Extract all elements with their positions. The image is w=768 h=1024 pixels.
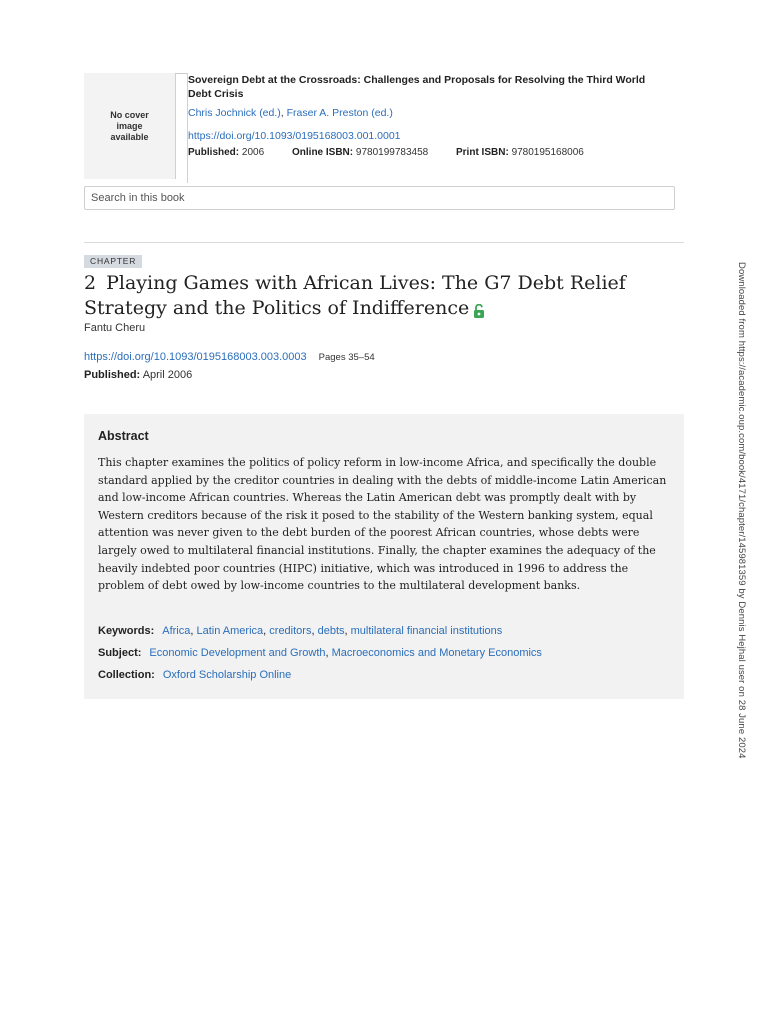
subject-link[interactable]: Economic Development and Growth [149, 647, 326, 659]
book-header [84, 73, 684, 183]
chapter-badge: CHAPTER [84, 255, 142, 268]
keyword-link[interactable]: creditors [269, 625, 312, 637]
chapter-doi-row [84, 351, 375, 363]
chapter-published-value: April 2006 [142, 369, 193, 381]
abstract-text: This chapter examines the politics of policy reform in low-income Africa, and specifically the double standard applied by the creditor countries in dealing with the debts of middle-income Latin American and low-income African countries. Whereas the Latin American debt was promptly dealt with by Western creditors because of the risk it posed to the stability of the Western banking system, equal attention was never given to the debt burden of the poorest African countries, whose debts were largely owed to multilateral financial institutions. Finally, the chapter examines the adequacy of the heavily indebted poor countries (HIPC) initiative, which was introduced in 1996 to address the problem of debt owed by low-income countries to the multilateral development banks. [98, 456, 667, 593]
collection-row [98, 669, 291, 681]
book-authors [188, 107, 393, 119]
abstract-panel [84, 414, 684, 699]
download-watermark: Downloaded from https://academic.oup.com/book/4171/chapter/145981359 by Dennis Hejhal user on 28 June 2024 [736, 262, 747, 759]
chapter-number: 2 [84, 272, 97, 294]
published-label: Published: [188, 147, 240, 158]
book-author-link[interactable]: Chris Jochnick (ed.) [188, 107, 281, 119]
online-isbn-value: 9780199783458 [355, 147, 429, 158]
keyword-link[interactable]: Africa [162, 625, 191, 637]
published-value: 2006 [241, 147, 265, 158]
open-access-lock-icon [473, 300, 485, 314]
keywords-row: Keywords: Africa, Latin America, creditors, debts, multilateral financial institutions [98, 625, 503, 637]
book-doi-link[interactable]: https://doi.org/10.1093/0195168003.001.0001 [188, 130, 401, 142]
subject-row: Subject: Economic Development and Growth, Macroeconomics and Monetary Economics [98, 647, 542, 659]
keyword-link[interactable]: debts [317, 625, 345, 637]
chapter-pages: Pages 35–54 [318, 352, 375, 363]
chapter-author: Fantu Cheru [84, 322, 146, 334]
chapter-published-label: Published: [84, 369, 141, 381]
print-isbn-value: 9780195168006 [511, 147, 584, 158]
abstract-heading: Abstract [98, 429, 149, 443]
cover-divider [175, 73, 187, 74]
keywords-label: Keywords: [98, 625, 155, 637]
keyword-link[interactable]: Latin America [196, 625, 264, 637]
chapter-published [84, 369, 192, 381]
subject-link[interactable]: Macroeconomics and Monetary Economics [331, 647, 542, 659]
book-meta [188, 147, 584, 158]
section-divider [84, 242, 684, 243]
book-print-isbn [456, 147, 584, 158]
subject-label: Subject: [98, 647, 142, 659]
keyword-link[interactable]: multilateral financial institutions [350, 625, 503, 637]
chapter-title-text: Playing Games with African Lives: The G7 Debt Relief Strategy and the Politics of Indifference [84, 272, 626, 319]
print-isbn-label: Print ISBN: [456, 147, 509, 158]
search-in-book-input[interactable]: Search in this book [84, 186, 675, 210]
book-cover-placeholder [84, 73, 176, 179]
chapter-doi-link[interactable]: https://doi.org/10.1093/0195168003.003.0003 [84, 351, 307, 363]
collection-label: Collection: [98, 669, 155, 681]
collection-link[interactable]: Oxford Scholarship Online [162, 669, 292, 681]
book-author-link[interactable]: Fraser A. Preston (ed.) [286, 107, 393, 119]
book-title: Sovereign Debt at the Crossroads: Challenges and Proposals for Resolving the Third World Debt Crisis [188, 74, 646, 100]
cover-placeholder-text: No cover image available [110, 109, 149, 142]
online-isbn-label: Online ISBN: [292, 147, 354, 158]
author-separator: , [280, 107, 287, 119]
book-published [188, 147, 292, 158]
book-online-isbn [292, 147, 456, 158]
chapter-title [84, 271, 674, 321]
